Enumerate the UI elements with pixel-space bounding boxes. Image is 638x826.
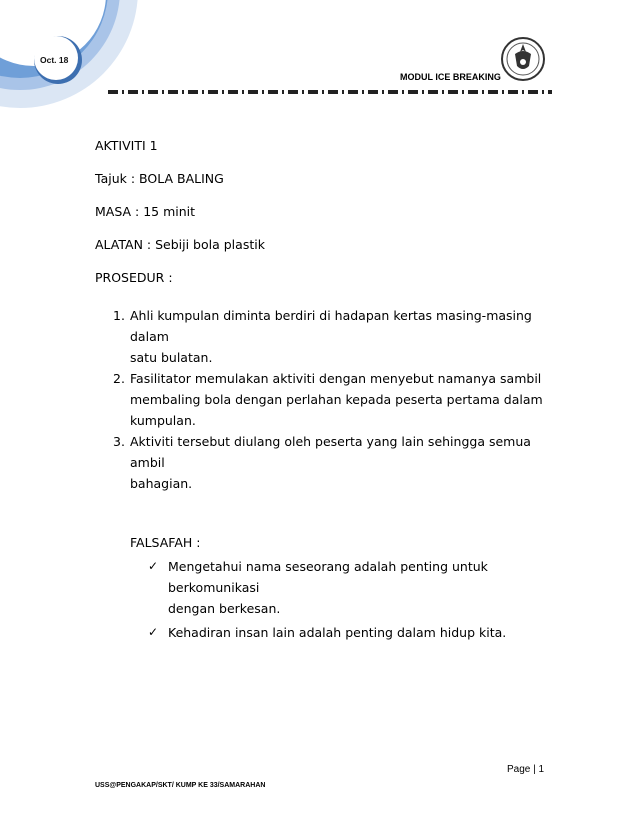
- procedure-step: [95, 305, 565, 368]
- prosedur-label: PROSEDUR :: [95, 270, 173, 285]
- step-line: kumpulan.: [130, 413, 196, 428]
- procedure-step: [95, 368, 565, 431]
- activity-title: AKTIVITI 1: [95, 138, 158, 153]
- falsafah-label: FALSAFAH :: [130, 535, 201, 550]
- step-number: 1.: [113, 308, 125, 323]
- step-line: bahagian.: [130, 476, 193, 491]
- falsafah-list: [130, 556, 565, 643]
- footer-text: USS@PENGAKAP/SKT/ KUMP KE 33/SAMARAHAN: [95, 782, 266, 789]
- checkmark-icon: ✓: [148, 559, 159, 573]
- header-title: MODUL ICE BREAKING: [400, 72, 501, 82]
- step-line: satu bulatan.: [130, 350, 213, 365]
- falsafah-line: dengan berkesan.: [168, 601, 281, 616]
- activity-tajuk: Tajuk : BOLA BALING: [95, 171, 224, 186]
- activity-masa: MASA : 15 minit: [95, 204, 196, 219]
- falsafah-item: [148, 622, 565, 643]
- checkmark-icon: ✓: [148, 625, 159, 639]
- falsafah-line: Mengetahui nama seseorang adalah penting untuk berkomunikasi: [168, 559, 488, 595]
- corner-decoration: [0, 0, 140, 140]
- falsafah-item: [148, 556, 565, 619]
- header-date: Oct. 18: [40, 55, 69, 65]
- document-body: [95, 136, 565, 646]
- scout-emblem-icon: [500, 36, 546, 82]
- header-divider: [108, 90, 552, 94]
- activity-alatan: ALATAN : Sebiji bola plastik: [95, 237, 265, 252]
- procedure-step: [95, 431, 565, 494]
- step-line: Fasilitator memulakan aktiviti dengan menyebut namanya sambil: [130, 371, 542, 386]
- step-line: membaling bola dengan perlahan kepada peserta pertama dalam: [130, 392, 543, 407]
- falsafah-section: [130, 532, 565, 643]
- procedure-list: [95, 305, 565, 494]
- page-number: Page | 1: [507, 764, 545, 775]
- step-number: 3.: [113, 434, 125, 449]
- step-line: Ahli kumpulan diminta berdiri di hadapan kertas masing-masing dalam: [130, 308, 532, 344]
- falsafah-line: Kehadiran insan lain adalah penting dalam hidup kita.: [168, 625, 507, 640]
- step-line: Aktiviti tersebut diulang oleh peserta yang lain sehingga semua ambil: [130, 434, 531, 470]
- step-number: 2.: [113, 371, 125, 386]
